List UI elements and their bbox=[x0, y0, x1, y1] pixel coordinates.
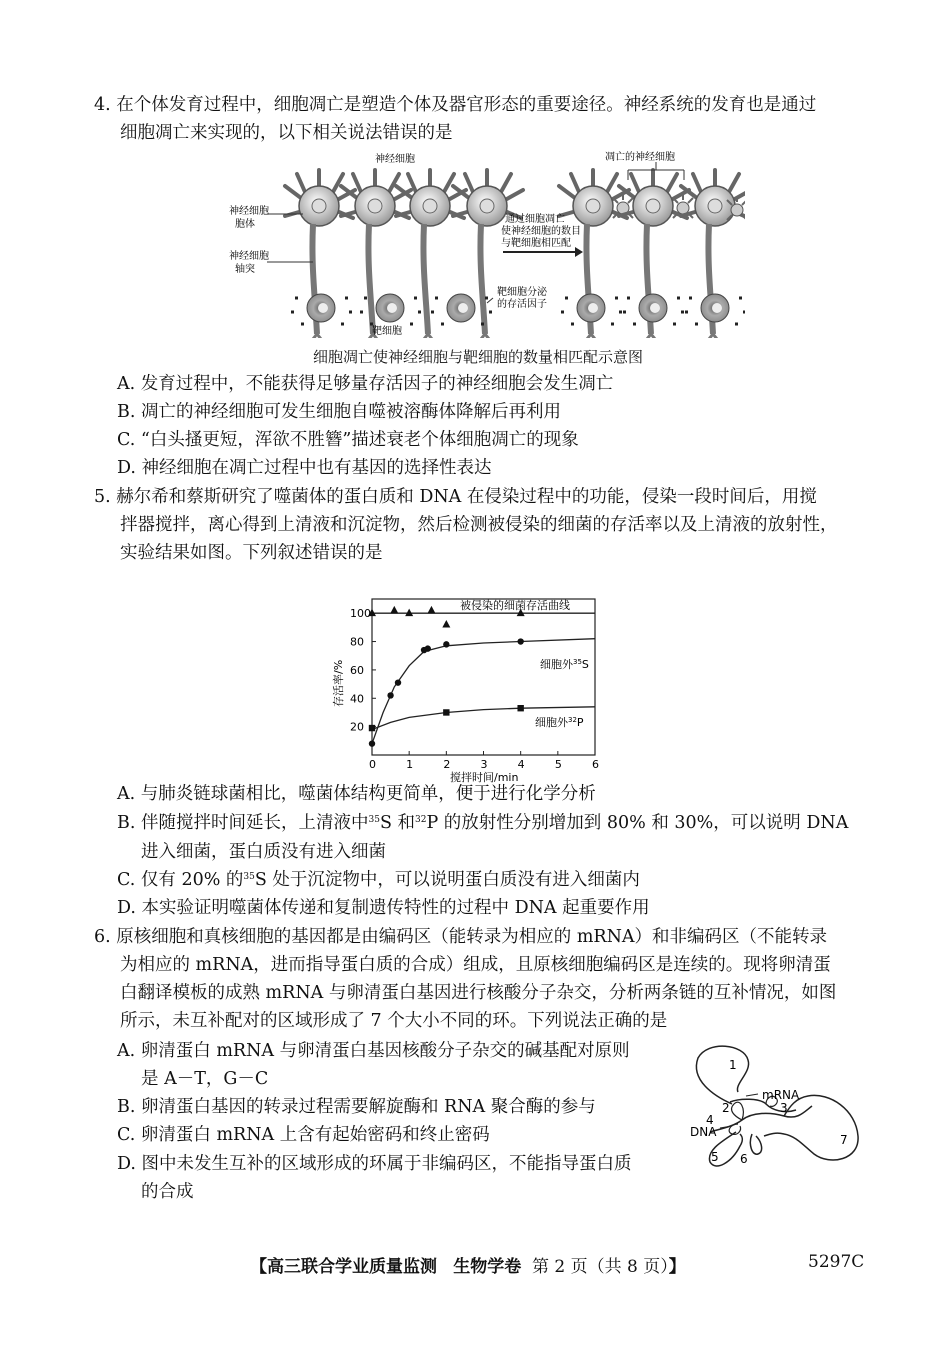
q6-stem-line3: 白翻译模板的成熟 mRNA 与卵清蛋白基因进行核酸分子杂交，分析两条链的互补情况，如图 bbox=[120, 983, 837, 1003]
q4-option-a: A. 发育过程中，不能获得足够量存活因子的神经细胞会发生凋亡 bbox=[117, 374, 614, 394]
label-neurons: 神经细胞 bbox=[375, 154, 415, 165]
label-axon-1: 神经细胞 bbox=[229, 251, 269, 262]
process-arrow-head bbox=[575, 247, 583, 257]
series-2-point-2 bbox=[517, 705, 523, 711]
y-axis-label: 存活率/% bbox=[332, 659, 345, 707]
y-tick-label-80: 80 bbox=[350, 635, 364, 649]
y-tick-label-100: 100 bbox=[350, 607, 371, 621]
label-loop-7: 7 bbox=[840, 1133, 848, 1147]
q5-option-c: C. 仅有 20% 的$^{35}$S 处于沉淀物中，可以说明蛋白质没有进入细菌内 bbox=[117, 870, 640, 890]
exam-code: 5297C bbox=[808, 1252, 865, 1272]
q5-stem-line3: 实验结果如图。下列叙述错误的是 bbox=[120, 543, 383, 563]
q6-stem-line1: 6. 原核细胞和真核细胞的基因都是由编码区（能转录为相应的 mRNA）和非编码区（不能转录 bbox=[94, 927, 828, 947]
q4-option-b: B. 凋亡的神经细胞可发生细胞自噬被溶酶体降解后再利用 bbox=[117, 402, 561, 422]
label-soma-1: 神经细胞 bbox=[229, 206, 269, 217]
target-cell-6 bbox=[701, 294, 729, 322]
footer-right-bracket: 】 bbox=[668, 1257, 686, 1277]
q6-option-a-continued: 是 A－T，G－C bbox=[141, 1069, 269, 1089]
label-loop-2: 2 bbox=[722, 1101, 730, 1115]
chart-axes bbox=[372, 599, 595, 755]
q5-option-d: D. 本实验证明噬菌体传递和复制遗传特性的过程中 DNA 起重要作用 bbox=[117, 898, 650, 918]
series-1-point-0 bbox=[369, 740, 375, 746]
y-tick-label-40: 40 bbox=[350, 692, 364, 706]
label-arrow-3: 与靶细胞相匹配 bbox=[501, 238, 571, 249]
x-tick-label-1: 1 bbox=[406, 758, 414, 771]
q4-figure-caption: 细胞凋亡使神经细胞与靶细胞的数量相匹配示意图 bbox=[313, 348, 644, 366]
label-apoptotic-neurons: 凋亡的神经细胞 bbox=[605, 152, 675, 163]
chart-markers bbox=[368, 606, 525, 747]
chart-labels bbox=[350, 607, 599, 771]
hybridization-figure bbox=[680, 1040, 862, 1182]
mrna-pointer bbox=[746, 1094, 758, 1096]
q6-option-d-continued: 的合成 bbox=[141, 1182, 194, 1202]
label-loop-1: 1 bbox=[729, 1058, 737, 1072]
q5-option-b: B. 伴随搅拌时间延长，上清液中$^{35}$S 和$^{32}$P 的放射性分别增加到 80% 和 30%，可以说明 DNA bbox=[117, 813, 849, 833]
q5-option-a: A. 与肺炎链球菌相比，噬菌体结构更简单，便于进行化学分析 bbox=[117, 784, 596, 804]
series-label-bacteria: 被侵染的细菌存活曲线 bbox=[460, 599, 570, 612]
loop-1-path bbox=[696, 1046, 748, 1104]
q4-stem-line2: 细胞凋亡来实现的，以下相关说法错误的是 bbox=[120, 123, 453, 143]
x-tick-label-4: 4 bbox=[517, 758, 525, 771]
series-2-point-0 bbox=[369, 725, 375, 731]
q6-stem-line4: 所示，未互补配对的区域形成了 7 个大小不同的环。下列说法正确的是 bbox=[120, 1011, 668, 1031]
footer-exam-name: 高三联合学业质量监测 bbox=[267, 1257, 437, 1277]
series-label-p32: 细胞外$^{32}$P bbox=[535, 716, 584, 729]
q5-stem-line2: 拌器搅拌，离心得到上清液和沉淀物，然后检测被侵染的细菌的存活率以及上清液的放射性， bbox=[120, 515, 838, 535]
series-0-point-2 bbox=[405, 609, 413, 617]
label-soma-2: 胞体 bbox=[235, 219, 255, 230]
y-tick-label-20: 20 bbox=[350, 720, 364, 734]
survival-rate-chart bbox=[320, 585, 620, 785]
label-dna: DNA bbox=[690, 1125, 717, 1139]
loop-7-path bbox=[764, 1095, 858, 1160]
label-arrow-1: 通过细胞凋亡 bbox=[505, 214, 565, 225]
plot-frame bbox=[372, 599, 595, 755]
target-cell-4 bbox=[577, 294, 605, 322]
q6-option-c: C. 卵清蛋白 mRNA 上含有起始密码和终止密码 bbox=[117, 1125, 490, 1145]
label-axon-2: 轴突 bbox=[235, 264, 255, 275]
target-cell-2 bbox=[376, 294, 404, 322]
q6-stem-line2: 为相应的 mRNA，进而指导蛋白质的合成）组成，且原核细胞编码区是连续的。现将卵清蛋 bbox=[120, 955, 831, 975]
target-cell-1 bbox=[307, 294, 335, 322]
target-cell-5 bbox=[639, 294, 667, 322]
label-target-cell: 靶细胞 bbox=[372, 326, 402, 337]
q4-option-c: C. “白头搔更短，浑欲不胜簪”描述衰老个体细胞凋亡的现象 bbox=[117, 430, 579, 450]
label-loop-6: 6 bbox=[740, 1152, 748, 1166]
page-footer bbox=[250, 1252, 686, 1277]
series-label-s35: 细胞外$^{35}$S bbox=[540, 658, 589, 671]
footer-page-number: 第 2 页（共 8 页） bbox=[532, 1257, 669, 1277]
q4-option-d: D. 神经细胞在凋亡过程中也有基因的选择性表达 bbox=[117, 458, 492, 478]
loop-6-path bbox=[750, 1134, 761, 1154]
label-loop-4: 4 bbox=[706, 1113, 714, 1127]
x-tick-label-2: 2 bbox=[443, 758, 451, 771]
q5-option-b-continued: 进入细菌，蛋白质没有进入细菌 bbox=[141, 842, 386, 862]
x-tick-label-6: 6 bbox=[592, 758, 599, 771]
label-loop-5: 5 bbox=[711, 1150, 719, 1164]
series-1-point-5 bbox=[443, 641, 449, 647]
q6-option-a: A. 卵清蛋白 mRNA 与卵清蛋白基因核酸分子杂交的碱基配对原则 bbox=[117, 1041, 630, 1061]
target-cell-3 bbox=[447, 294, 475, 322]
series-0-point-1 bbox=[390, 606, 398, 614]
series-2-point-1 bbox=[443, 709, 449, 715]
series-1-point-2 bbox=[395, 679, 401, 685]
series-0-point-3 bbox=[427, 606, 435, 614]
series-1-point-4 bbox=[425, 645, 431, 651]
q4-stem-line1: 4. 在个体发育过程中，细胞凋亡是塑造个体及器官形态的重要途径。神经系统的发育也是通过 bbox=[94, 95, 817, 115]
q5-stem-line1: 5. 赫尔希和蔡斯研究了噬菌体的蛋白质和 DNA 在侵染过程中的功能，侵染一段时间后，用搅 bbox=[94, 487, 817, 507]
y-tick-label-60: 60 bbox=[350, 663, 364, 677]
footer-left-bracket: 【 bbox=[250, 1257, 267, 1277]
series-0-point-4 bbox=[442, 620, 450, 628]
x-tick-label-3: 3 bbox=[480, 758, 488, 771]
footer-subject: 生物学卷 bbox=[453, 1257, 522, 1277]
label-loop-3: 3 bbox=[780, 1101, 788, 1115]
q6-option-d: D. 图中未发生互补的区域形成的环属于非编码区，不能指导蛋白质 bbox=[117, 1154, 632, 1174]
label-factor-2: 的存活因子 bbox=[497, 299, 547, 310]
loop-2-path bbox=[732, 1102, 744, 1120]
series-1-point-6 bbox=[517, 638, 523, 644]
label-mrna: mRNA bbox=[762, 1088, 800, 1102]
x-tick-label-5: 5 bbox=[554, 758, 562, 771]
neuron-apoptosis-figure bbox=[225, 148, 745, 338]
x-tick-label-0: 0 bbox=[369, 758, 376, 771]
q6-option-b: B. 卵清蛋白基因的转录过程需要解旋酶和 RNA 聚合酶的参与 bbox=[117, 1097, 596, 1117]
x-axis-label: 搅拌时间/min bbox=[450, 771, 519, 784]
label-factor-1: 靶细胞分泌 bbox=[497, 287, 547, 298]
series-1-point-1 bbox=[387, 692, 393, 698]
label-arrow-2: 使神经细胞的数目 bbox=[501, 226, 581, 237]
